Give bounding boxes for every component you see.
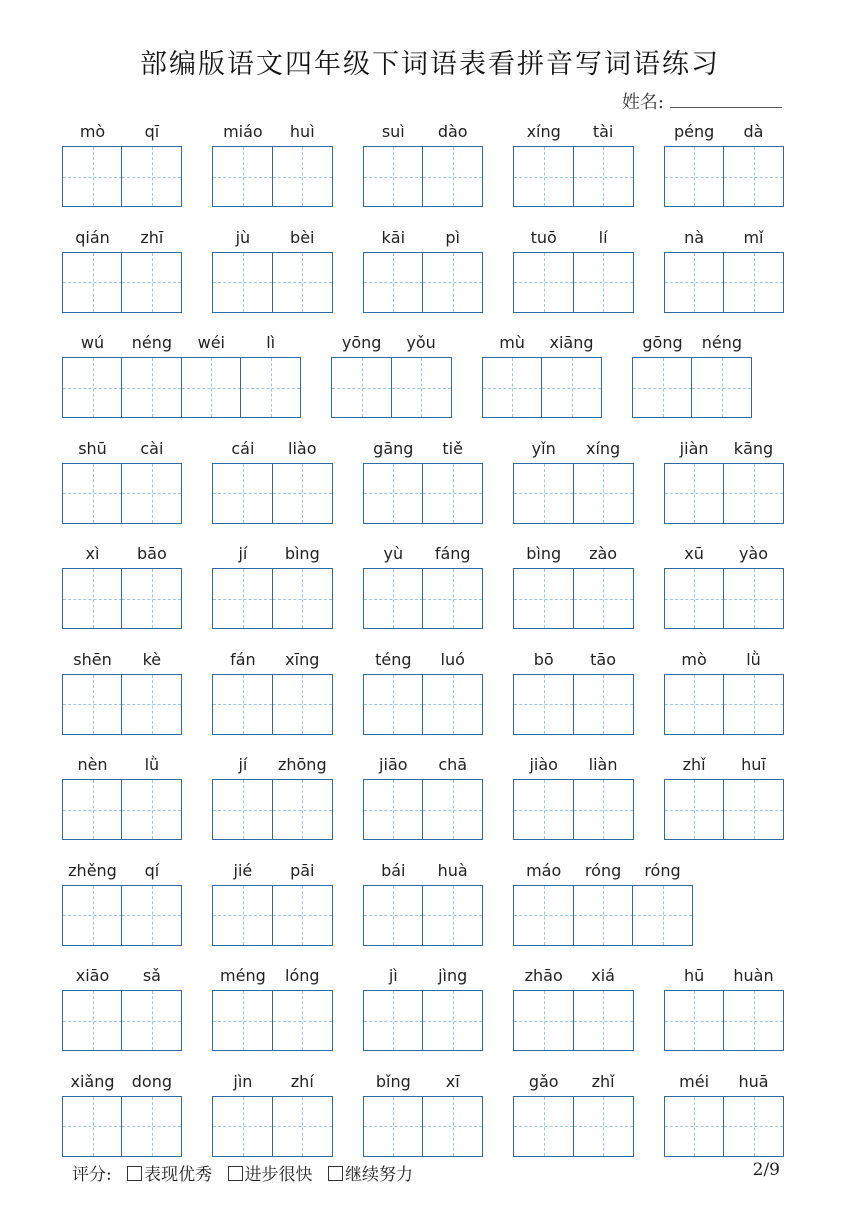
pinyin-syllable: kāi [381,227,406,247]
tianzige-box[interactable] [62,885,123,946]
writing-boxes [212,463,332,524]
pinyin-syllable: bìng [526,544,562,563]
writing-boxes [62,779,182,840]
tianzige-box[interactable] [723,674,784,735]
pinyin-syllable: yù [383,544,404,563]
pinyin-syllable: xiǎng [70,1071,115,1091]
tianzige-box[interactable] [691,357,752,418]
rating-label: 评分: [72,1165,112,1185]
tianzige-box[interactable] [723,463,784,524]
pinyin-syllable: mò [79,122,106,141]
tianzige-box[interactable] [513,779,574,840]
pinyin-syllable: bāo [137,544,167,563]
pinyin-syllable: zhōng [277,755,327,774]
writing-boxes [62,885,182,946]
writing-boxes [62,674,182,735]
writing-boxes [664,779,784,840]
tianzige-box[interactable] [212,568,273,629]
tianzige-box[interactable] [632,885,693,946]
tianzige-box[interactable] [513,463,574,524]
tianzige-box[interactable] [513,674,574,735]
tianzige-box[interactable] [121,674,182,735]
pinyin-syllable: lǜ [144,755,160,774]
tianzige-box[interactable] [121,357,182,418]
pinyin-syllable: tài [592,122,614,141]
tianzige-box[interactable] [513,1096,574,1157]
pinyin-syllable: jiào [529,755,558,774]
tianzige-box[interactable] [573,885,634,946]
pinyin-syllable: xiāo [75,966,110,985]
tianzige-box[interactable] [121,568,182,629]
tianzige-box[interactable] [62,990,123,1051]
pinyin-syllable: yào [738,544,769,563]
writing-boxes [363,463,483,524]
writing-boxes [62,1096,182,1157]
pinyin-syllable: xiāng [549,333,594,352]
writing-boxes [331,357,451,418]
tianzige-box[interactable] [121,990,182,1051]
pinyin-syllable: huì [289,122,315,141]
tianzige-box[interactable] [632,357,693,418]
pinyin-syllable: péng [673,122,715,141]
checkbox-icon[interactable] [127,1166,142,1181]
tianzige-box[interactable] [272,1096,333,1157]
pinyin-syllable: liàn [588,755,618,774]
pinyin-syllable: zhí [290,1071,314,1091]
tianzige-box[interactable] [422,568,483,629]
pinyin-syllable: tiě [442,438,463,458]
writing-boxes [513,990,633,1051]
pinyin-syllable: cài [140,438,164,458]
pinyin-syllable: nèn [77,755,108,774]
pinyin-syllable: qí [144,860,160,880]
writing-boxes [212,146,332,207]
pinyin-syllable: jí [238,755,248,774]
tianzige-box[interactable] [272,146,333,207]
pinyin-syllable: shēn [73,649,112,669]
writing-boxes [632,357,752,418]
writing-boxes [664,568,784,629]
rating-option-excellent[interactable]: 表现优秀 [127,1165,212,1185]
pinyin-syllable: yǐn [531,438,556,458]
writing-boxes [363,568,483,629]
tianzige-box[interactable] [513,990,574,1051]
pinyin-syllable: nà [684,227,705,247]
tianzige-box[interactable] [212,146,273,207]
pinyin-syllable: tāo [590,649,617,669]
tianzige-box[interactable] [62,568,123,629]
tianzige-box[interactable] [422,990,483,1051]
tianzige-box[interactable] [513,568,574,629]
pinyin-syllable: pì [445,227,460,247]
writing-boxes [212,252,332,313]
tianzige-box[interactable] [212,990,273,1051]
pinyin-syllable: yǒu [406,333,436,352]
tianzige-box[interactable] [363,568,424,629]
tianzige-box[interactable] [723,252,784,313]
rating-footer [72,1160,413,1185]
pinyin-syllable: kāng [733,438,774,458]
pinyin-syllable: jù [235,227,251,247]
pinyin-syllable: zhāo [524,966,563,985]
pinyin-syllable: wú [80,333,105,352]
writing-boxes [212,1096,332,1157]
tianzige-box[interactable] [121,146,182,207]
tianzige-box[interactable] [331,357,392,418]
pinyin-syllable: téng [375,649,412,669]
tianzige-box[interactable] [513,252,574,313]
pinyin-syllable: huà [437,860,468,880]
pinyin-syllable: pāi [290,860,315,880]
tianzige-box[interactable] [422,885,483,946]
rating-option-keep-trying[interactable]: 继续努力 [328,1165,413,1185]
tianzige-box[interactable] [272,674,333,735]
pinyin-syllable: fán [230,649,256,669]
pinyin-syllable: lǜ [746,649,761,669]
pinyin-syllable: chā [438,755,468,774]
writing-boxes [212,568,332,629]
tianzige-box[interactable] [723,146,784,207]
tianzige-box[interactable] [121,252,182,313]
tianzige-box[interactable] [62,252,123,313]
tianzige-box[interactable] [363,252,424,313]
pinyin-syllable: zào [589,544,618,563]
tianzige-box[interactable] [212,885,273,946]
tianzige-box[interactable] [573,463,634,524]
tianzige-box[interactable] [664,1096,725,1157]
tianzige-box[interactable] [363,990,424,1051]
tianzige-box[interactable] [212,779,273,840]
tianzige-box[interactable] [664,990,725,1051]
tianzige-box[interactable] [62,1096,123,1157]
pinyin-syllable: luó [440,649,465,669]
tianzige-box[interactable] [573,779,634,840]
writing-boxes [664,463,784,524]
tianzige-box[interactable] [664,779,725,840]
tianzige-box[interactable] [363,779,424,840]
writing-boxes [62,357,301,418]
pinyin-syllable: lóng [285,966,320,985]
writing-boxes [664,146,784,207]
writing-boxes [363,674,483,735]
pinyin-syllable: dong [131,1071,173,1091]
pinyin-syllable: bō [533,649,554,669]
writing-boxes [482,357,602,418]
tianzige-box[interactable] [723,568,784,629]
tianzige-box[interactable] [422,252,483,313]
pinyin-syllable: xì [85,544,100,563]
pinyin-syllable: lí [598,227,608,247]
pinyin-syllable: zhěng [68,860,117,880]
writing-boxes [363,1096,483,1157]
pinyin-syllable: zhǐ [591,1071,615,1091]
tianzige-box[interactable] [363,885,424,946]
pinyin-syllable: qián [75,227,110,247]
pinyin-syllable: miáo [223,122,263,141]
writing-boxes [363,252,483,313]
pinyin-syllable: róng [644,860,681,880]
writing-boxes [363,990,483,1051]
checkbox-icon[interactable] [328,1166,343,1181]
pinyin-syllable: mò [681,649,707,669]
writing-boxes [513,1096,633,1157]
pinyin-syllable: jiāo [379,755,408,774]
tianzige-box[interactable] [181,357,242,418]
tianzige-box[interactable] [513,885,574,946]
pinyin-syllable: mǐ [743,227,764,247]
writing-boxes [363,146,483,207]
pinyin-syllable: néng [131,333,173,352]
pinyin-syllable: sǎ [142,966,161,985]
page-number: 2/9 [752,1160,780,1180]
tianzige-box[interactable] [62,674,123,735]
tianzige-box[interactable] [363,463,424,524]
pinyin-syllable: gāng [373,438,414,458]
tianzige-box[interactable] [541,357,602,418]
tianzige-box[interactable] [422,463,483,524]
pinyin-syllable: kè [142,649,162,669]
tianzige-box[interactable] [422,1096,483,1157]
pinyin-syllable: liào [288,438,317,458]
pinyin-syllable: xīng [285,649,320,669]
tianzige-box[interactable] [212,252,273,313]
tianzige-box[interactable] [513,146,574,207]
pinyin-syllable: cái [231,438,255,458]
tianzige-box[interactable] [422,674,483,735]
pinyin-syllable: xíng [526,122,561,141]
writing-boxes [513,779,633,840]
pinyin-syllable: gǎo [528,1071,559,1091]
writing-boxes [513,568,633,629]
pinyin-syllable: shū [78,438,107,458]
writing-boxes [513,252,633,313]
tianzige-box[interactable] [573,252,634,313]
pinyin-syllable: xī [445,1071,460,1091]
writing-boxes [664,252,784,313]
tianzige-box[interactable] [422,146,483,207]
pinyin-syllable: qī [144,122,160,141]
tianzige-box[interactable] [272,885,333,946]
tianzige-box[interactable] [422,779,483,840]
pinyin-syllable: bái [381,860,406,880]
tianzige-box[interactable] [573,674,634,735]
pinyin-syllable: jìn [233,1071,253,1091]
pinyin-syllable: xíng [585,438,621,458]
writing-boxes [212,674,332,735]
tianzige-box[interactable] [664,568,725,629]
tianzige-box[interactable] [272,990,333,1051]
writing-boxes [513,463,633,524]
name-label: 姓名: [621,92,664,113]
tianzige-box[interactable] [573,990,634,1051]
writing-boxes [62,252,182,313]
pinyin-syllable: jì [388,966,398,985]
writing-boxes [62,146,182,207]
tianzige-box[interactable] [212,1096,273,1157]
checkbox-icon[interactable] [228,1166,243,1181]
tianzige-box[interactable] [573,146,634,207]
pinyin-syllable: bǐng [375,1071,411,1091]
tianzige-box[interactable] [573,568,634,629]
tianzige-box[interactable] [363,146,424,207]
tianzige-box[interactable] [121,779,182,840]
tianzige-box[interactable] [664,146,725,207]
tianzige-box[interactable] [664,463,725,524]
tianzige-box[interactable] [723,990,784,1051]
pinyin-syllable: néng [701,333,743,352]
worksheet-title: 部编版语文四年级下词语表看拼音写词语练习 [140,49,720,80]
writing-boxes [664,990,784,1051]
tianzige-box[interactable] [272,779,333,840]
pinyin-syllable: xiá [591,966,615,985]
writing-boxes [513,885,693,946]
tianzige-box[interactable] [723,1096,784,1157]
pinyin-syllable: yōng [341,333,382,352]
tianzige-box[interactable] [212,463,273,524]
pinyin-syllable: jié [233,860,253,880]
writing-boxes [664,674,784,735]
pinyin-syllable: jìng [438,966,468,985]
tianzige-box[interactable] [121,463,182,524]
tianzige-box[interactable] [363,674,424,735]
tianzige-box[interactable] [121,1096,182,1157]
tianzige-box[interactable] [482,357,543,418]
pinyin-syllable: máo [526,860,562,880]
writing-boxes [212,990,332,1051]
pinyin-syllable: bèi [290,227,315,247]
pinyin-syllable: huī [741,755,766,774]
pinyin-syllable: mù [499,333,525,352]
pinyin-syllable: jí [238,544,248,563]
tianzige-box[interactable] [272,568,333,629]
pinyin-syllable: wéi [197,333,225,352]
pinyin-syllable: méng [220,966,266,985]
tianzige-box[interactable] [723,779,784,840]
pinyin-syllable: xū [684,544,704,563]
writing-boxes [212,885,332,946]
tianzige-box[interactable] [121,885,182,946]
tianzige-box[interactable] [62,146,123,207]
tianzige-box[interactable] [363,1096,424,1157]
writing-boxes [513,146,633,207]
pinyin-syllable: huā [738,1071,769,1091]
writing-boxes [62,463,182,524]
writing-boxes [212,779,332,840]
tianzige-box[interactable] [62,357,123,418]
tianzige-box[interactable] [664,252,725,313]
pinyin-syllable: zhī [140,227,164,247]
pinyin-syllable: suì [381,122,405,141]
pinyin-syllable: lì [266,333,276,352]
writing-boxes [513,674,633,735]
pinyin-syllable: bìng [284,544,320,563]
rating-option-improving[interactable]: 进步很快 [228,1165,313,1185]
pinyin-syllable: hū [683,966,705,985]
tianzige-box[interactable] [240,357,301,418]
pinyin-syllable: jiàn [679,438,709,458]
tianzige-box[interactable] [573,1096,634,1157]
tianzige-box[interactable] [272,252,333,313]
pinyin-syllable: méi [679,1071,710,1091]
pinyin-syllable: fáng [434,544,471,563]
tianzige-box[interactable] [272,463,333,524]
writing-boxes [62,990,182,1051]
writing-boxes [62,568,182,629]
pinyin-syllable: dào [437,122,468,141]
writing-boxes [363,885,483,946]
pinyin-syllable: huàn [733,966,774,985]
pinyin-syllable: róng [584,860,622,880]
tianzige-box[interactable] [391,357,452,418]
tianzige-box[interactable] [212,674,273,735]
tianzige-box[interactable] [664,674,725,735]
writing-boxes [664,1096,784,1157]
pinyin-syllable: zhǐ [682,755,706,774]
pinyin-syllable: tuō [530,227,557,247]
tianzige-box[interactable] [62,779,123,840]
writing-boxes [363,779,483,840]
tianzige-box[interactable] [62,463,123,524]
pinyin-syllable: dà [743,122,764,141]
pinyin-syllable: gōng [642,333,683,352]
